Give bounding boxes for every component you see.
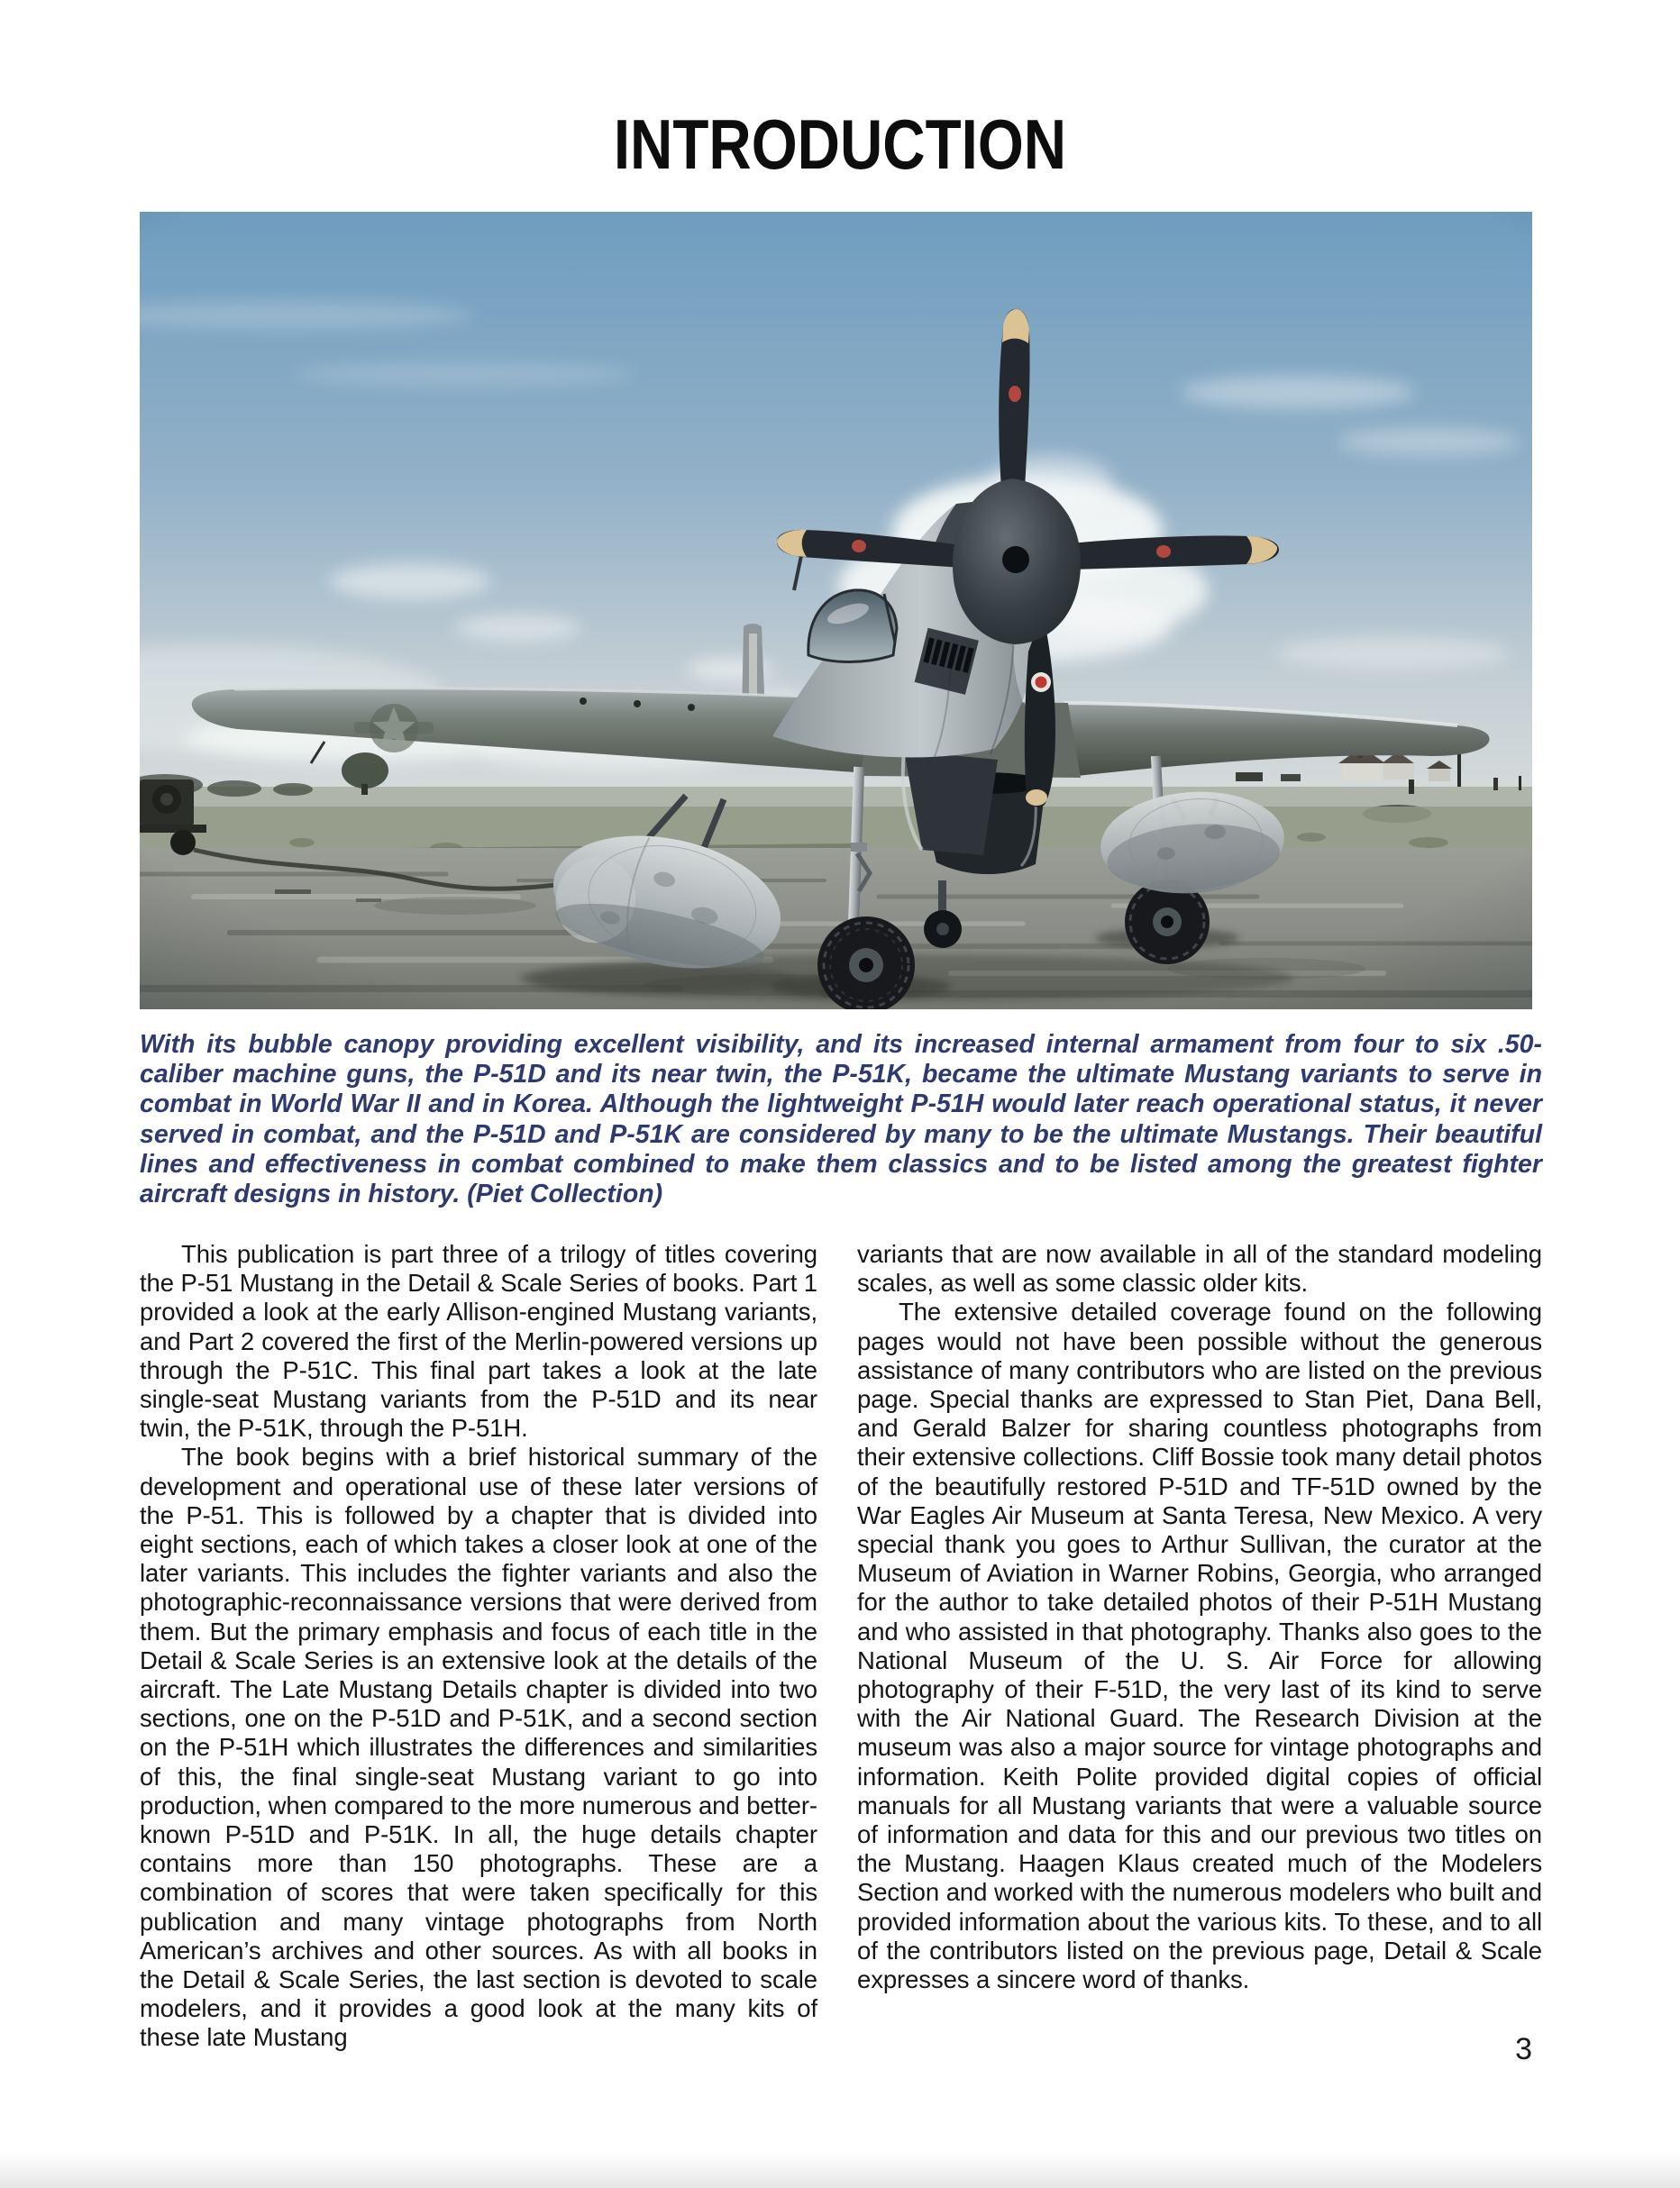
right-column	[857, 1240, 1542, 2053]
page-number: 3	[1515, 2032, 1532, 2066]
page-title-text: INTRODUCTION	[613, 105, 1067, 184]
p51-photo-illustration	[140, 212, 1532, 1009]
left-column	[140, 1240, 817, 2053]
page-title	[0, 106, 1680, 182]
vignette	[140, 212, 1532, 1009]
paragraph: variants that are now available in all of the standard modeling scales, as well as some classic older kits.	[857, 1240, 1542, 1298]
paragraph: The extensive detailed coverage found on the following pages would not have been possible without the generous assistance of many contributors who are listed on the previous page. Special thanks are expressed to Stan Piet, Dana Bell, and Gerald Balzer for sharing countless photographs from their extensive collections. Cliff Bossie took many detail photos of the beautifully restored P-51D and TF-51D owned by the War Eagles Air Museum at Santa Teresa, New Mexico. A very special thank you goes to Arthur Sullivan, the curator at the Museum of Aviation in Warner Robins, Georgia, who arranged for the author to take detailed photos of their P-51H Mustang and who assisted in that photography. Thanks also goes to the National Museum of the U. S. Air Force for allowing photography of their F-51D, the very last of its kind to serve with the Air National Guard. The Research Division at the museum was also a major source for vintage photographs and information. Keith Polite provided digital copies of official manuals for all Mustang variants that were a valuable source of information and data for this and our previous two titles on the Mustang. Haagen Klaus created much of the Modelers Section and worked with the numerous modelers who built and provided information about the various kits. To these, and to all of the contributors listed on the previous page, Detail & Scale expresses a sincere word of thanks.	[857, 1298, 1542, 1994]
page-edge-shadow	[0, 2150, 1680, 2188]
photo-caption: With its bubble canopy providing excellent visibility, and its increased internal armament from four to six .50-caliber machine guns, the P-51D and its near twin, the P-51K, became the ultimate Mustang variants to serve in combat in World War II and in Korea. Although the lightweight P-51H would later reach operational status, it never served in combat, and the P-51D and P-51K are considered by many to be the ultimate Mustangs. Their beautiful lines and effectiveness in combat combined to make them classics and to be listed among the greatest fighter aircraft designs in history. (Piet Collection)	[140, 1030, 1542, 1209]
paragraph: This publication is part three of a trilogy of titles covering the P-51 Mustang in the Detail & Scale Series of books. Part 1 provided a look at the early Allison-engined Mustang variants, and Part 2 covered the first of the Merlin-powered versions up through the P-51C. This final part takes a look at the late single-seat Mustang variants from the P-51D and its near twin, the P-51K, through the P-51H.	[140, 1240, 817, 1443]
paragraph: The book begins with a brief historical summary of the development and operational use of these later versions of the P-51. This is followed by a chapter that is divided into eight sections, each of which takes a closer look at one of the later variants. This includes the fighter variants and also the photographic-reconnaissance versions that were derived from them. But the primary emphasis and focus of each title in the Detail & Scale Series is an extensive look at the details of the aircraft. The Late Mustang Details chapter is divided into two sections, one on the P-51D and P-51K, and a second section on the P-51H which illustrates the differences and similarities of this, the final single-seat Mustang variant to go into production, when compared to the more numerous and better-known P-51D and P-51K. In all, the huge details chapter contains more than 150 photographs. These are a combination of scores that were taken specifically for this publication and many vintage photographs from North American’s archives and other sources. As with all books in the Detail & Scale Series, the last section is devoted to scale modelers, and it provides a good look at the many kits of these late Mustang	[140, 1443, 817, 2052]
p51-photo	[140, 212, 1532, 1009]
body-text	[140, 1240, 1542, 2053]
